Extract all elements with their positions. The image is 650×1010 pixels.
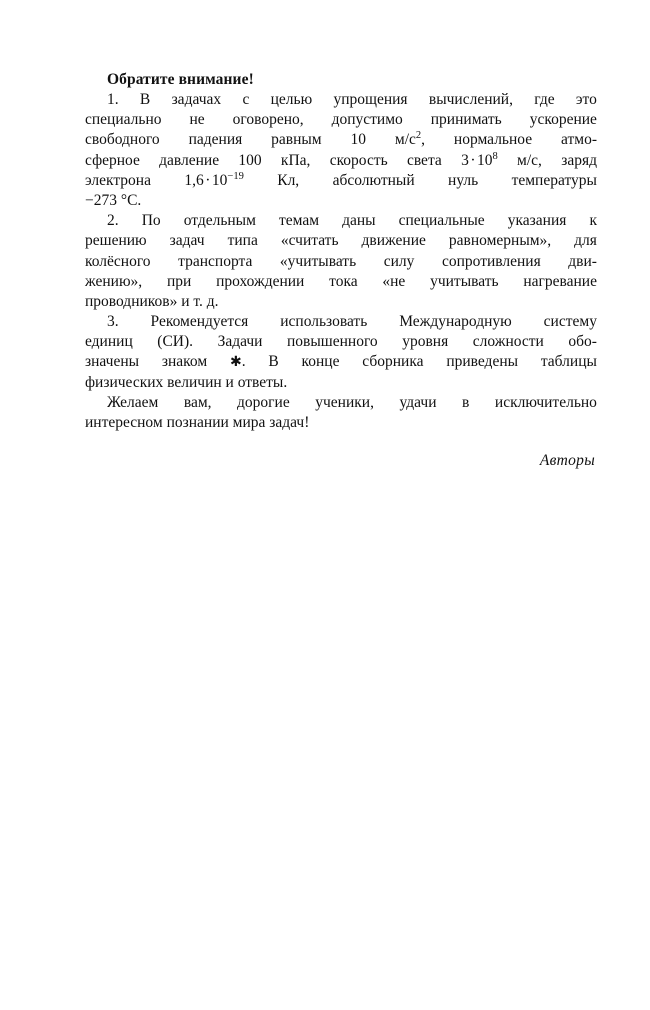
text-line: [85, 373, 597, 393]
text-chunk: 1.: [107, 91, 119, 108]
text-line: [85, 352, 597, 372]
text-chunk: специальные: [398, 212, 485, 230]
text-chunk: Рекомендуется: [150, 313, 249, 331]
paragraph-note-3: [85, 312, 597, 393]
text-chunk: В: [139, 91, 151, 108]
text-chunk: нуль: [448, 171, 479, 189]
text-chunk: значены: [85, 353, 140, 371]
text-chunk: (СИ).: [157, 333, 194, 351]
text-chunk: «считать: [280, 232, 339, 250]
text-chunk: $3\cdot 10^8$: [461, 150, 498, 169]
text-line: [85, 292, 597, 312]
text-chunk: $м/с^2$,: [394, 130, 426, 149]
text-chunk: проводников» и т. д.: [85, 292, 219, 310]
text-chunk: ученики,: [315, 393, 374, 411]
text-chunk: ускорение: [529, 111, 597, 129]
text-line: [85, 312, 597, 332]
text-line: [85, 110, 597, 130]
text-chunk: упрощения: [333, 91, 408, 108]
text-chunk: физических величин и ответы.: [85, 373, 288, 391]
text-chunk: оговорено,: [232, 111, 304, 129]
text-chunk: Желаем: [107, 393, 159, 411]
text-chunk: ✱.: [229, 353, 246, 371]
text-chunk: нормальное: [453, 131, 533, 149]
text-chunk: удачи: [399, 393, 437, 411]
text-chunk: где: [534, 91, 555, 108]
text-chunk: м/с,: [517, 151, 542, 169]
text-chunk: с: [242, 91, 250, 108]
text-chunk: электрона: [85, 171, 151, 189]
text-chunk: исключительно: [494, 393, 597, 411]
text-chunk: падения: [188, 131, 243, 149]
text-chunk: атмо-: [561, 131, 597, 149]
text-chunk: сложности: [472, 333, 544, 351]
text-chunk: Кл,: [277, 171, 300, 189]
text-chunk: это: [575, 91, 597, 108]
text-chunk: Задачи: [217, 333, 263, 351]
text-line: [85, 130, 597, 150]
text-chunk: допустимо: [331, 111, 403, 129]
text-chunk: свободного: [85, 131, 160, 149]
text-chunk: повышенного: [287, 333, 378, 351]
text-chunk: колёсного: [85, 252, 151, 270]
text-chunk: использовать: [280, 313, 368, 331]
text-chunk: целью: [270, 91, 313, 108]
text-chunk: сопротивления: [441, 252, 541, 270]
text-chunk: равным: [271, 131, 322, 149]
text-chunk: обо-: [568, 333, 597, 351]
text-line: [85, 252, 597, 272]
text-chunk: движение: [361, 232, 426, 250]
text-line: [85, 191, 597, 211]
text-chunk: транспорта: [178, 252, 253, 270]
text-chunk: −273 °C.: [85, 191, 142, 209]
text-line: [85, 413, 597, 433]
text-chunk: единиц: [85, 333, 133, 351]
text-chunk: По: [141, 212, 161, 230]
text-chunk: систему: [543, 313, 597, 331]
text-chunk: задач: [169, 232, 205, 250]
text-line: [85, 211, 597, 231]
text-chunk: Международную: [399, 313, 512, 331]
text-chunk: давление: [159, 151, 220, 169]
text-chunk: таблицы: [540, 353, 597, 371]
text-chunk: прохождении: [216, 272, 305, 290]
text-line: [85, 90, 597, 110]
text-chunk: «учитывать: [279, 252, 357, 270]
text-chunk: уровня: [402, 333, 449, 351]
signature: Авторы: [539, 452, 595, 470]
paragraph-note-4: [85, 393, 597, 433]
text-chunk: для: [574, 232, 597, 250]
text-chunk: вам,: [183, 393, 212, 411]
text-line: [85, 272, 597, 292]
text-chunk: знаком: [161, 353, 208, 371]
text-chunk: к: [589, 212, 597, 230]
text-chunk: вычислений,: [428, 91, 513, 108]
text-chunk: кПа,: [280, 151, 311, 169]
paragraph-note-1: [85, 90, 597, 211]
text-chunk: сборника: [362, 353, 424, 371]
text-chunk: 3.: [107, 313, 119, 331]
text-chunk: абсолютный: [332, 171, 415, 189]
text-chunk: В: [268, 353, 279, 371]
text-line: [85, 332, 597, 352]
text-chunk: нагревание: [523, 272, 597, 290]
text-chunk: заряд: [561, 151, 597, 169]
text-chunk: даны: [342, 212, 376, 230]
text-chunk: скорость: [329, 151, 388, 169]
text-chunk: $1,6\cdot 10^{-19}$: [184, 170, 244, 189]
text-chunk: интересном познании мира задач!: [85, 414, 310, 431]
text-chunk: дорогие: [237, 393, 290, 411]
text-chunk: учитывать: [430, 272, 499, 290]
text-chunk: не: [189, 111, 205, 129]
text-chunk: 100: [238, 151, 262, 169]
text-chunk: температуры: [511, 171, 597, 189]
paragraph-list: [85, 90, 597, 433]
text-line: [85, 231, 597, 251]
paragraph-note-2: [85, 211, 597, 312]
text-chunk: дви-: [568, 252, 597, 270]
text-chunk: типа: [227, 232, 258, 250]
text-chunk: 2.: [107, 212, 119, 230]
text-chunk: при: [166, 272, 192, 290]
text-chunk: света: [406, 151, 442, 169]
text-chunk: отдельным: [183, 212, 256, 230]
text-chunk: конце: [301, 353, 340, 371]
text-chunk: «не: [382, 272, 406, 290]
text-chunk: темам: [278, 212, 320, 230]
text-chunk: приведены: [446, 353, 519, 371]
text-line: [85, 393, 597, 413]
text-chunk: равномерным»,: [448, 232, 552, 250]
text-chunk: тока: [329, 272, 358, 290]
text-line: [85, 171, 597, 191]
text-chunk: жению»,: [85, 272, 143, 290]
text-chunk: принимать: [430, 111, 502, 129]
text-chunk: сферное: [85, 151, 140, 169]
text-chunk: специально: [85, 111, 162, 129]
text-line: [85, 151, 597, 171]
text-chunk: решению: [85, 232, 147, 250]
page-title: Обратите внимание!: [107, 71, 254, 88]
text-chunk: задачах: [171, 91, 222, 108]
text-chunk: 10: [350, 131, 366, 149]
text-chunk: силу: [383, 252, 415, 270]
text-chunk: в: [462, 393, 470, 411]
text-column: [85, 70, 597, 471]
text-chunk: указания: [507, 212, 567, 230]
